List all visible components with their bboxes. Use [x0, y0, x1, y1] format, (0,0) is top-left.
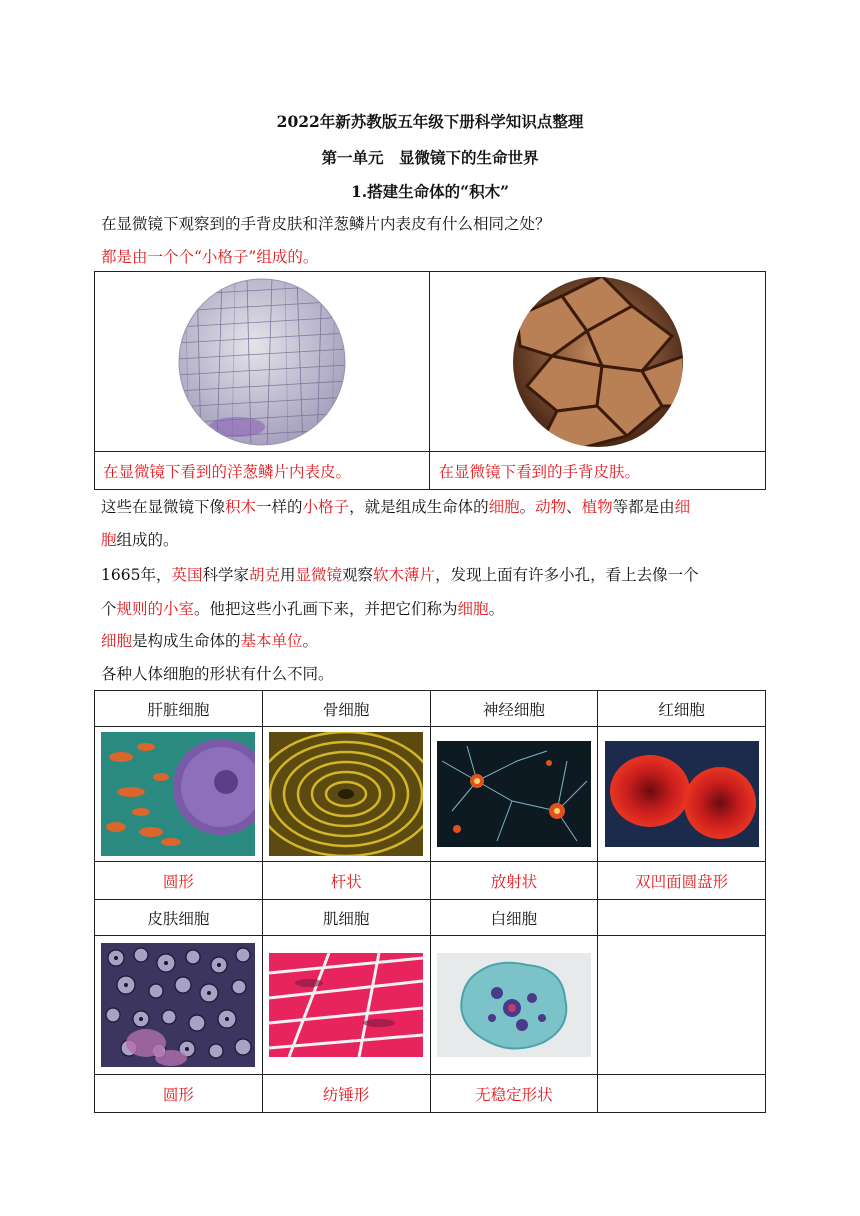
unit-title: 第一单元 显微镜下的生命世界: [321, 148, 539, 167]
onion-caption: 在显微镜下看到的洋葱鳞片内表皮。: [95, 452, 430, 490]
liver-cell-image-cell: [95, 727, 263, 862]
red-blood-cell-image-cell: [598, 727, 766, 862]
paragraph-2-line-2: 个规则的小室。他把这些小孔画下来，并把它们称为细胞。: [101, 600, 505, 618]
cell-shape: 杆状: [262, 862, 430, 900]
question-1: 在显微镜下观察到的手背皮肤和洋葱鳞片内表皮有什么相同之处？: [101, 215, 551, 233]
skin-caption: 在显微镜下看到的手背皮肤。: [430, 452, 766, 490]
paragraph-1-line-2: 胞组成的。: [101, 531, 179, 549]
muscle-cell-image: [269, 953, 423, 1057]
skin-cell-image: [101, 943, 255, 1067]
cell-shapes-table: [94, 690, 766, 1113]
skin-cell-image-cell: [95, 936, 263, 1075]
hand-skin-image: [512, 276, 684, 448]
answer-1: 都是由一个个“小格子”组成的。: [101, 248, 319, 266]
liver-cell-image: [101, 732, 255, 856]
cell-shape: 双凹面圆盘形: [598, 862, 766, 900]
bone-cell-image: [269, 732, 423, 856]
muscle-cell-image-cell: [262, 936, 430, 1075]
cell-name: 白细胞: [430, 900, 598, 936]
microscope-comparison-table: [94, 271, 766, 490]
question-2: 各种人体细胞的形状有什么不同。: [101, 665, 334, 683]
onion-image-cell: [95, 272, 430, 452]
nerve-cell-image: [437, 741, 591, 847]
cell-name: 红细胞: [598, 691, 766, 727]
cell-name: 肌细胞: [262, 900, 430, 936]
cell-name: 皮肤细胞: [95, 900, 263, 936]
paragraph-1-line-1: 这些在显微镜下像积木一样的小格子，就是组成生命体的细胞。动物、植物等都是由细: [101, 498, 691, 516]
cell-shape: [598, 1075, 766, 1113]
cell-name: 神经细胞: [430, 691, 598, 727]
cell-name: 骨细胞: [262, 691, 430, 727]
cell-shape: 纺锤形: [262, 1075, 430, 1113]
cell-name: [598, 900, 766, 936]
cell-shape: 放射状: [430, 862, 598, 900]
cell-shape: 无稳定形状: [430, 1075, 598, 1113]
bone-cell-image-cell: [262, 727, 430, 862]
cell-shape: 圆形: [95, 862, 263, 900]
empty-image-cell: [598, 936, 766, 1075]
document-title: 2022年新苏教版五年级下册科学知识点整理: [276, 112, 584, 131]
nerve-cell-image-cell: [430, 727, 598, 862]
skin-image-cell: [430, 272, 766, 452]
lesson-title: 1.搭建生命体的“积木”: [350, 182, 509, 201]
cell-name: 肝脏细胞: [95, 691, 263, 727]
red-blood-cell-image: [605, 741, 759, 847]
onion-epidermis-image: [177, 277, 347, 447]
paragraph-2-line-1: 1665年，英国科学家胡克用显微镜观察软木薄片，发现上面有许多小孔，看上去像一个: [101, 566, 699, 584]
cell-shape: 圆形: [95, 1075, 263, 1113]
paragraph-3: 细胞是构成生命体的基本单位。: [101, 632, 319, 650]
white-blood-cell-image: [437, 953, 591, 1057]
white-blood-cell-image-cell: [430, 936, 598, 1075]
